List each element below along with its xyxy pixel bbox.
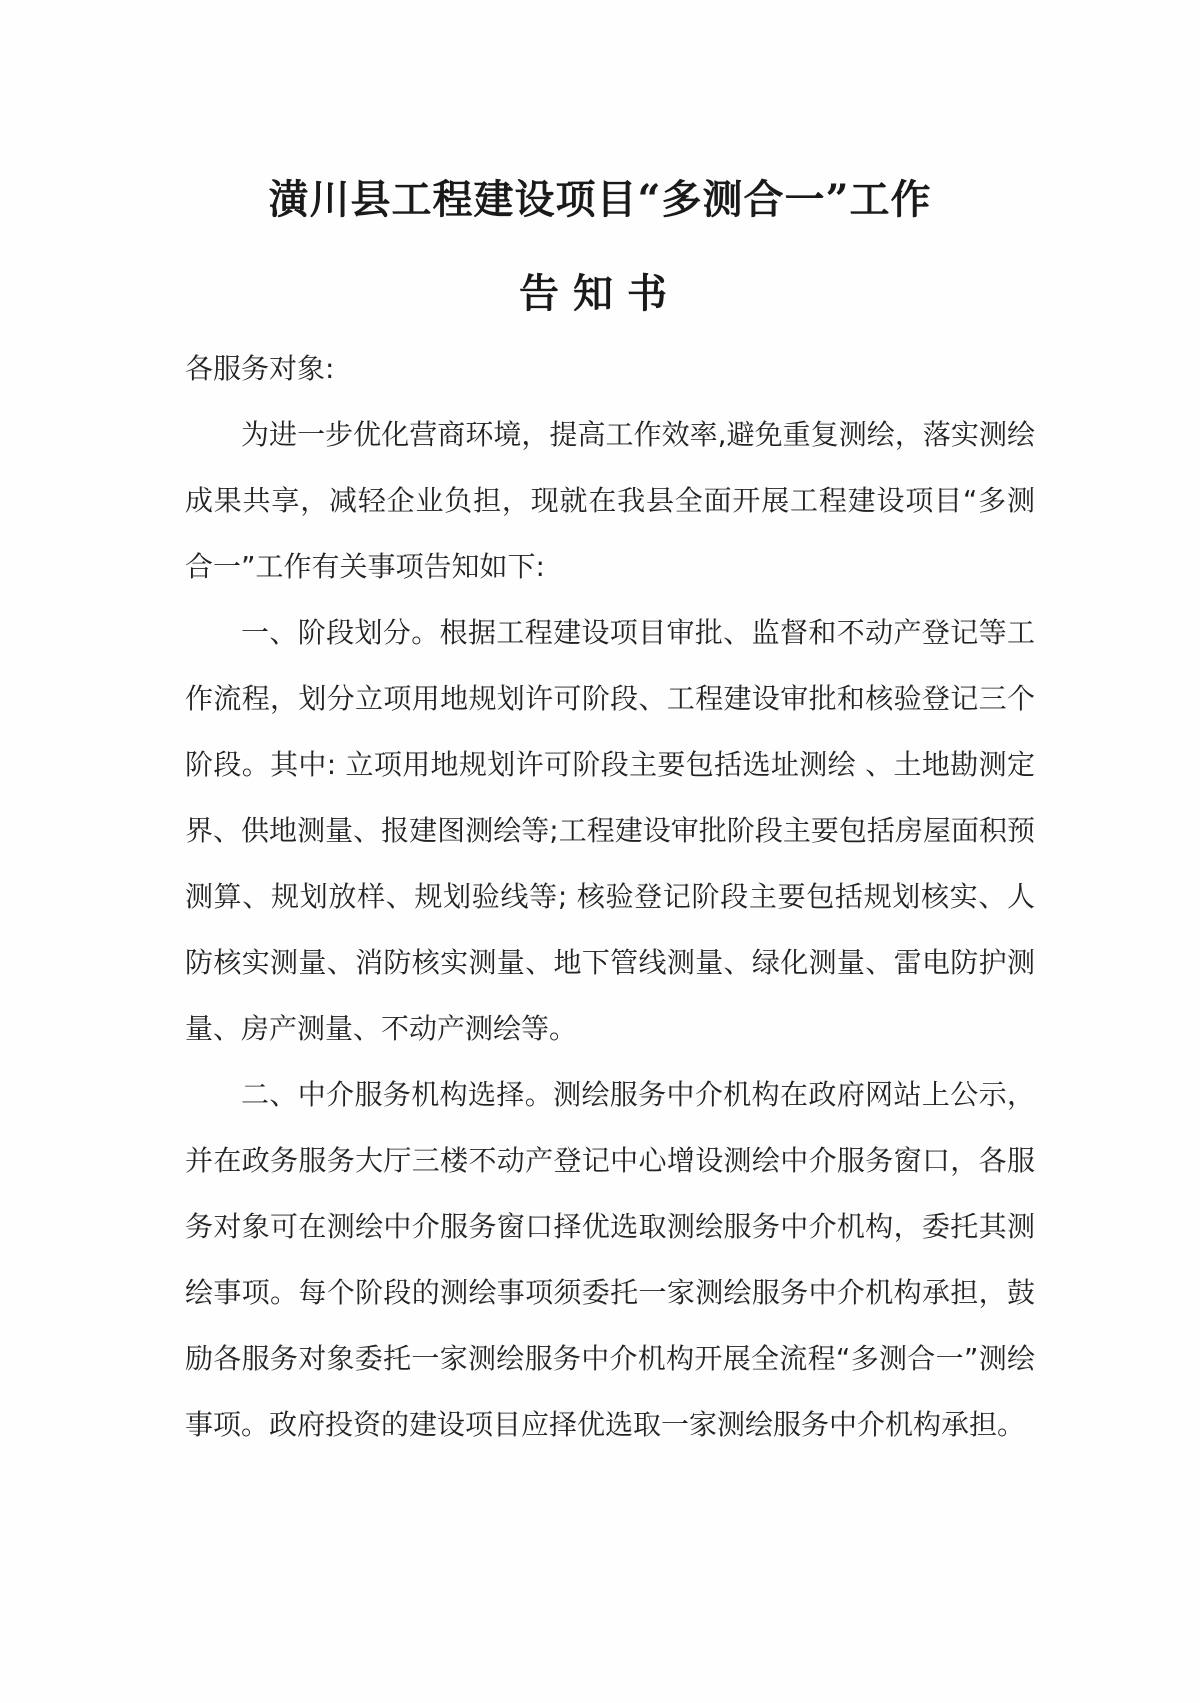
paragraph-agency-selection: 二、中介服务机构选择。测绘服务中介机构在政府网站上公示，并在政务服务大厅三楼不动产登记中心增设测绘中介服务窗口，各服务对象可在测绘中介服务窗口择优选取测绘服务中介机构，委托其测绘事项。每个阶段的测绘事项须委托一家测绘服务中介机构承担，鼓励各服务对象委托一家测绘服务中介机构开展全流程“多测合一”测绘事项。政府投资的建设项目应择优选取一家测绘服务中介机构承担。 [185,1078,1035,1441]
document-body [185,336,1035,1458]
salutation: 各服务对象: [185,352,335,385]
paragraph-intro: 为进一步优化营商环境，提高工作效率,避免重复测绘，落实测绘成果共享，减轻企业负担，现就在我县全面开展工程建设项目“多测合一”工作有关事项告知如下: [185,418,1035,583]
document-title: 潢川县工程建设项目“多测合一”工作 [268,176,932,223]
document-subtitle: 告知书 [519,270,681,317]
paragraph-stage-division: 一、阶段划分。根据工程建设项目审批、监督和不动产登记等工作流程，划分立项用地规划许可阶段、工程建设审批和核验登记三个阶段。其中: 立项用地规划许可阶段主要包括选址测绘 、土地勘测定界、供地测量、报建图测绘等;工程建设审批阶段主要包括房屋面积预测算、规划放样、规划验线等; 核验登记阶段主要包括规划核实、人防核实测量、消防核实测量、地下管线测量、绿化测量、雷电防护测量、房产测量、不动产测绘等。 [185,616,1035,1045]
